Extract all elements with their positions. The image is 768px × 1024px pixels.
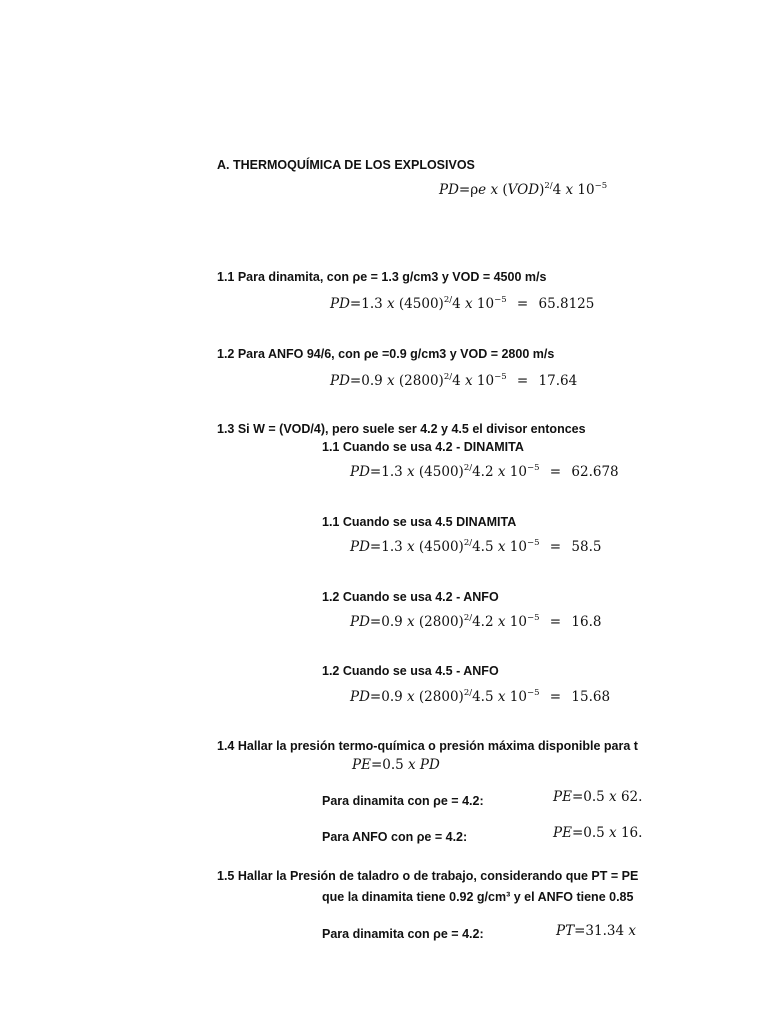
line-1-5-density: que la dinamita tiene 0.92 g/cm³ y el ANFO tiene 0.85	[322, 890, 634, 904]
label-1-5-dinamita: Para dinamita con ρe = 4.2:	[322, 927, 484, 941]
label-1-3-d: 1.2 Cuando se usa 4.5 - ANFO	[322, 664, 499, 678]
heading-1-3: 1.3 Si W = (VOD/4), pero suele ser 4.2 y 4.5 el divisor entonces	[217, 422, 586, 436]
heading-1-5: 1.5 Hallar la Presión de taladro o de trabajo, considerando que PT = PE	[217, 869, 639, 883]
formula-1-4: PE=0.5 x PD	[352, 757, 440, 773]
heading-1-1: 1.1 Para dinamita, con ρe = 1.3 g/cm3 y VOD = 4500 m/s	[217, 270, 547, 284]
equation-1-4-dinamita: PE=0.5 x 62.	[553, 789, 643, 805]
equation-1-5-dinamita: PT=31.34 x	[556, 923, 636, 939]
equation-1-3-d: PD=0.9 x $(2800)^{2/}4.5$ x $10^{-5} = 15.68$	[350, 688, 611, 705]
equation-1-1: PD=1.3 x $(4500)^{2/}4$ x $10^{-5} = 65.8125$	[330, 295, 595, 312]
heading-1-2: 1.2 Para ANFO 94/6, con ρe =0.9 g/cm3 y VOD = 2800 m/s	[217, 347, 555, 361]
equation-1-3-c: PD=0.9 x $(2800)^{2/}4.2$ x $10^{-5} = 16.8$	[350, 613, 602, 630]
label-1-3-a: 1.1 Cuando se usa 4.2 - DINAMITA	[322, 440, 524, 454]
main-formula: PD=ρe x (VOD)$^{2/}$4 x $10^{-5}$	[439, 181, 608, 198]
label-1-4-dinamita: Para dinamita con ρe = 4.2:	[322, 794, 484, 808]
label-1-4-anfo: Para ANFO con ρe = 4.2:	[322, 830, 468, 844]
section-title: A. THERMOQUÍMICA DE LOS EXPLOSIVOS	[217, 158, 475, 172]
equation-1-3-a: PD=1.3 x $(4500)^{2/}4.2$ x $10^{-5} = 62.678$	[350, 463, 619, 480]
equation-1-3-b: PD=1.3 x $(4500)^{2/}4.5$ x $10^{-5} = 58.5$	[350, 538, 602, 555]
heading-1-4: 1.4 Hallar la presión termo-química o presión máxima disponible para t	[217, 739, 638, 753]
label-1-3-b: 1.1 Cuando se usa 4.5 DINAMITA	[322, 515, 517, 529]
equation-1-2: PD=0.9 x $(2800)^{2/}4$ x $10^{-5} = 17.64$	[330, 372, 578, 389]
equation-1-4-anfo: PE=0.5 x 16.	[553, 825, 643, 841]
label-1-3-c: 1.2 Cuando se usa 4.2 - ANFO	[322, 590, 499, 604]
